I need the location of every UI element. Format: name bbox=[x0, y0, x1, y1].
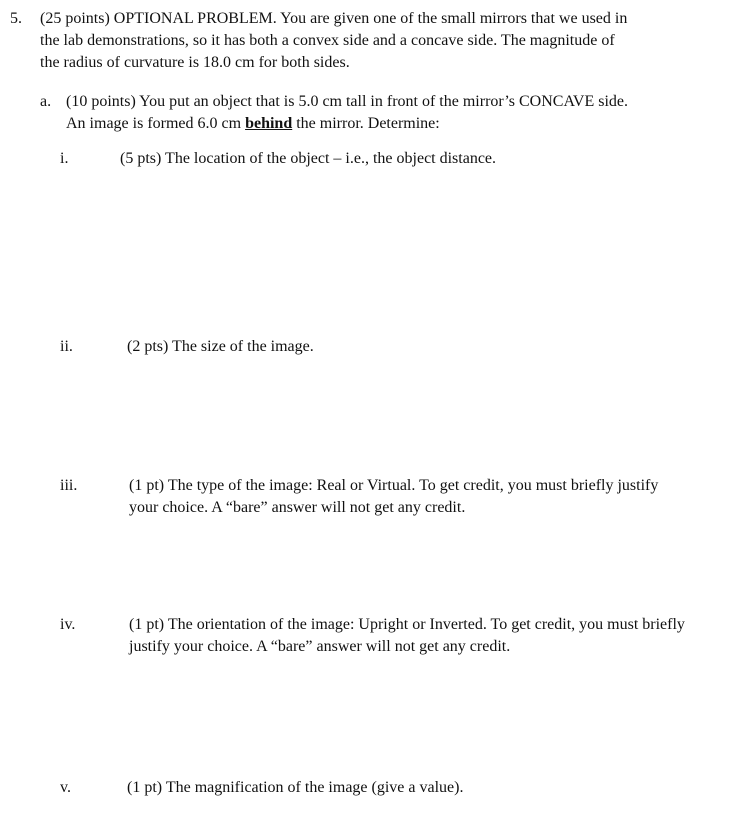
subpart-ii-text: (2 pts) The size of the image. bbox=[127, 338, 314, 355]
subpart-i-numeral: i. bbox=[60, 150, 69, 167]
problem-line1: You are given one of the small mirrors that we used in bbox=[280, 10, 628, 27]
problem-points: (25 points) bbox=[40, 10, 110, 27]
problem-statement bbox=[40, 8, 720, 74]
subpart-v-numeral: v. bbox=[60, 779, 71, 796]
problem-line2: the lab demonstrations, so it has both a convex side and a concave side. The magnitude of bbox=[40, 32, 615, 49]
part-a-line2-bold: behind bbox=[245, 115, 293, 132]
subpart-iv-numeral: iv. bbox=[60, 616, 76, 633]
subpart-iii-numeral: iii. bbox=[60, 477, 78, 494]
problem-header: OPTIONAL PROBLEM. bbox=[113, 10, 277, 27]
problem-line3: the radius of curvature is 18.0 cm for both sides. bbox=[40, 54, 350, 71]
problem-number: 5. bbox=[10, 10, 22, 27]
part-a-line1: (10 points) You put an object that is 5.0 cm tall in front of the mirror’s CONCAVE side. bbox=[66, 93, 629, 110]
part-a-letter: a. bbox=[40, 93, 52, 110]
part-a-line2-after: the mirror. Determine: bbox=[292, 115, 440, 132]
subpart-iv-text: (1 pt) The orientation of the image: Upright or Inverted. To get credit, you must briefly justify your choice. A “bare” answer will not get any credit. bbox=[129, 616, 685, 655]
part-a-statement bbox=[66, 91, 726, 135]
part-a-line2-before: An image is formed 6.0 cm bbox=[66, 115, 246, 132]
subpart-v-text: (1 pt) The magnification of the image (give a value). bbox=[127, 779, 464, 796]
subpart-iii-text: (1 pt) The type of the image: Real or Virtual. To get credit, you must briefly justify your choice. A “bare” answer will not get any credit. bbox=[129, 477, 659, 516]
subpart-ii-numeral: ii. bbox=[60, 338, 73, 355]
subpart-i-text: (5 pts) The location of the object – i.e., the object distance. bbox=[120, 150, 497, 167]
